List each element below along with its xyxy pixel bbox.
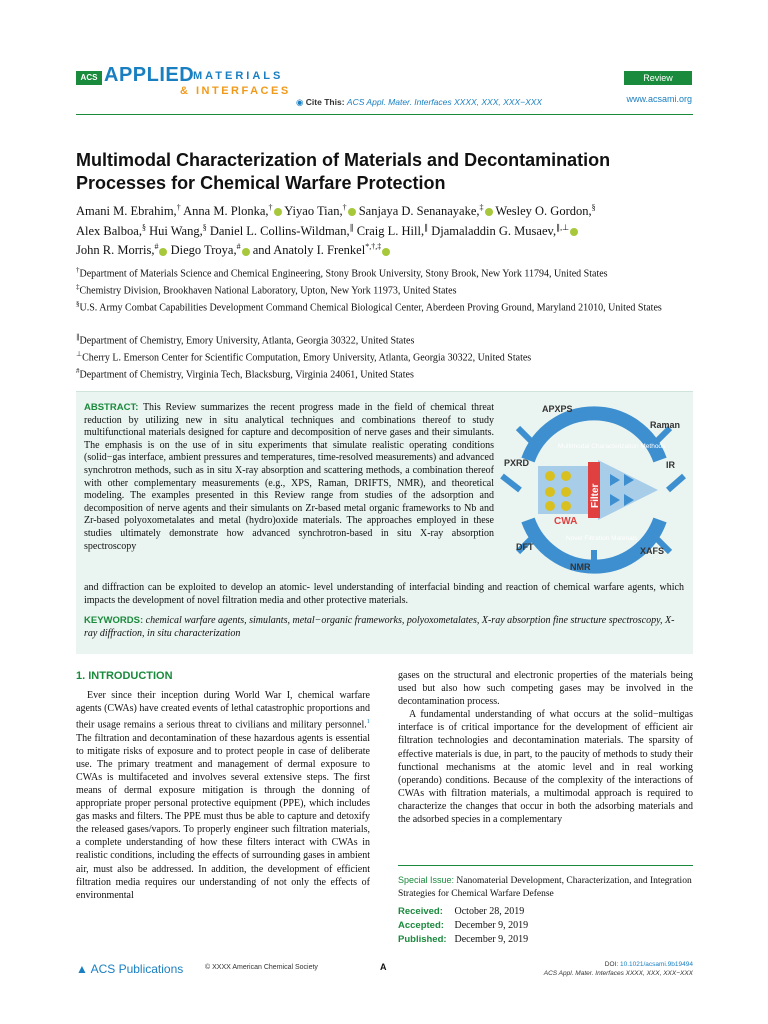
author[interactable]: Sanjaya D. Senanayake, xyxy=(358,204,480,219)
affiliation xyxy=(76,264,696,280)
label-dft: DFT xyxy=(516,542,534,552)
acs-triangle-icon: ▲ xyxy=(76,962,88,976)
affiliation-marker: † xyxy=(76,266,80,274)
affiliation-marker: § xyxy=(76,300,80,308)
journal-logo-interfaces: & INTERFACES xyxy=(180,85,291,97)
abstract-label: ABSTRACT: xyxy=(84,402,139,413)
affiliation-marker: # xyxy=(76,367,80,375)
author[interactable]: Hui Wang, xyxy=(149,223,203,238)
affiliation-text: Department of Chemistry, Virginia Tech, Blacksburg, Virginia 24061, United States xyxy=(79,369,414,381)
header-divider xyxy=(76,114,693,115)
paragraph-text: Ever since their inception during World War I, chemical warfare agents (CWAs) have created events of lethal catastrophic proportions and their usage remains a serious threat to civilians and military personnel. xyxy=(76,690,370,731)
affiliation-text: Chemistry Division, Brookhaven National Laboratory, Upton, New York 11973, United States xyxy=(79,285,457,297)
author-affil-sup: ∥,⊥ xyxy=(556,222,570,232)
affiliation-marker: ‡ xyxy=(76,283,80,291)
affiliation-text: Department of Chemistry, Emory University, Atlanta, Georgia 30322, United States xyxy=(79,335,415,347)
author-affil-sup: # xyxy=(154,242,159,252)
author[interactable]: and Anatoly I. Frenkel xyxy=(252,243,366,258)
arrow-ir xyxy=(668,476,684,490)
abstract-text xyxy=(84,402,494,553)
label-xafs: XAFS xyxy=(640,546,665,556)
journal-logo-applied: APPLIED xyxy=(104,64,195,86)
special-issue-text: Nanomaterial Development, Characterization, and Integration Strategies for Chemical Warfare Defense xyxy=(398,876,692,899)
received-date: October 28, 2019 xyxy=(454,906,525,917)
author[interactable]: Djamaladdin G. Musaev, xyxy=(431,223,557,238)
accepted-date: December 9, 2019 xyxy=(454,920,529,931)
author-affil-sup: § xyxy=(591,203,596,212)
page-number: A xyxy=(380,962,387,972)
orcid-icon[interactable] xyxy=(159,248,167,256)
keywords-label: KEYWORDS: xyxy=(84,615,144,626)
author-list xyxy=(76,200,696,259)
citation-sup[interactable]: 1 xyxy=(366,718,370,726)
acs-logo-badge: ACS xyxy=(76,71,102,85)
affiliation-marker: ⊥ xyxy=(76,350,83,358)
label-nmr: NMR xyxy=(570,562,591,572)
author-affil-sup: ∥ xyxy=(424,222,429,232)
author[interactable]: Diego Troya, xyxy=(170,243,237,258)
flow-arrowhead xyxy=(598,460,658,520)
journal-reference: ACS Appl. Mater. Interfaces XXXX, XXX, XXX−XXX xyxy=(543,970,693,977)
article-title: Multimodal Characterization of Materials and Decontamination Processes for Chemical Warfare Protection xyxy=(76,150,611,193)
body-right-column xyxy=(398,669,693,826)
author[interactable]: Anna M. Plonka, xyxy=(183,204,269,219)
paragraph xyxy=(76,689,370,902)
article-type-badge: Review xyxy=(624,71,692,85)
author[interactable]: Alex Balboa, xyxy=(76,223,142,238)
copyright: © XXXX American Chemical Society xyxy=(205,964,318,971)
top-arc xyxy=(528,413,660,460)
affiliation-marker: ∥ xyxy=(76,333,80,341)
author[interactable]: Wesley O. Gordon, xyxy=(495,204,592,219)
label-top-arc: Multimodal Characterization Methods xyxy=(558,443,666,450)
orcid-icon[interactable] xyxy=(382,248,390,256)
author-affil-sup: † xyxy=(268,203,273,212)
orcid-icon[interactable] xyxy=(570,228,578,236)
author-affil-sup: # xyxy=(236,242,241,252)
affiliation xyxy=(76,365,696,381)
arrow-pxrd xyxy=(502,476,520,490)
author[interactable]: Craig L. Hill, xyxy=(356,223,425,238)
label-filter: Filter xyxy=(590,483,601,508)
article-dates xyxy=(398,905,528,947)
cwa-molecule xyxy=(545,487,555,497)
affiliation-text: U.S. Army Combat Capabilities Development Command Chemical Biological Center, Aberdeen Proving Ground, Maryland 21010, United States xyxy=(79,302,662,314)
received-label: Received: xyxy=(398,906,443,917)
paragraph: gases on the structural and electronic properties of the materials being used but also how such competing gases may be involved in the decontamination process. xyxy=(398,670,693,708)
author-affil-sup: † xyxy=(342,203,347,212)
published-date: December 9, 2019 xyxy=(454,934,529,945)
label-bottom-arc: Novel Filtration Materials xyxy=(566,535,638,542)
orcid-icon[interactable] xyxy=(242,248,250,256)
affiliation xyxy=(76,331,696,347)
orcid-icon[interactable] xyxy=(485,208,493,216)
publisher-logo xyxy=(76,962,183,976)
doi-label: DOI: xyxy=(604,961,619,968)
label-pxrd: PXRD xyxy=(504,458,530,468)
toc-graphic xyxy=(498,400,690,578)
author-affil-sup: § xyxy=(202,222,207,232)
paragraph: A fundamental understanding of what occurs at the solid−multigas interface is of critical importance for the development of efficient air filtration technologies and decontamination materials. The sparsity of effective materials is due, in part, to the paucity of methods to study their functional mechanisms at the atomic level and in real working (operando) conditions. Because of the complexity of the interactions of CWAs with filtration materials, a multimodal approach is required to characterize the changes that occur in both the adsorbing materials and the adsorbed species in a complementary xyxy=(398,709,693,826)
author-affil-sup: *,†,‡ xyxy=(365,242,382,252)
affiliation xyxy=(76,281,696,297)
affiliation xyxy=(76,298,696,314)
author[interactable]: John R. Morris, xyxy=(76,243,155,258)
paragraph-text: The filtration and decontamination of these hazardous agents is essential to mitigate risks of exposure and to protect people in case of deliberate use. The primary treatment and management of dermal exposure to CWAs is multifaceted and involves several extensive steps. The first means of dermal exposure mitigation is through the donning of appropriate proper personal protective equipment (PPE), which includes gas masks and filters. The PPE must thus be able to capture and detoxify the released gases/vapors. To properly engineer such filtration materials, a complete understanding of how these filters interact with CWAs in realistic conditions, including the effects of surrounding gases in ambient air, must also be addressed. In addition, the development of efficient filtration media requires our understanding of not only the effects of environmental xyxy=(76,732,370,901)
label-apxps: APXPS xyxy=(542,404,573,414)
author[interactable]: Yiyao Tian, xyxy=(284,204,343,219)
cite-this[interactable] xyxy=(296,97,542,108)
journal-logo-materials: MATERIALS xyxy=(193,70,284,82)
orcid-icon[interactable] xyxy=(348,208,356,216)
cite-label: Cite This: xyxy=(305,97,345,107)
abstract-text-continued: and diffraction can be exploited to develop an atomic- level understanding of interfacial binding and reaction of chemical warfare agents, which impacts the development of novel filtration media and other protective materials. xyxy=(84,582,684,606)
cwa-molecule xyxy=(545,501,555,511)
author[interactable]: Daniel L. Collins-Wildman, xyxy=(209,223,350,238)
cwa-molecule xyxy=(561,471,571,481)
body-left-column xyxy=(76,689,370,902)
author-affil-sup: † xyxy=(176,203,181,212)
author-affil-sup: ∥ xyxy=(349,222,354,232)
publisher-name: ACS Publications xyxy=(90,962,184,976)
published-label: Published: xyxy=(398,934,447,945)
affiliation xyxy=(76,348,696,364)
doi-link[interactable]: 10.1021/acsami.9b19494 xyxy=(619,961,693,968)
cite-reference[interactable]: ACS Appl. Mater. Interfaces XXXX, XXX, XXX−XXX xyxy=(346,97,543,107)
author[interactable]: Amani M. Ebrahim, xyxy=(76,204,177,219)
author-affil-sup: ‡ xyxy=(479,203,484,212)
special-issue-note xyxy=(398,865,693,900)
keywords xyxy=(84,615,684,640)
journal-website-link[interactable]: www.acsami.org xyxy=(626,94,692,104)
accepted-label: Accepted: xyxy=(398,920,444,931)
cwa-molecule xyxy=(545,471,555,481)
keywords-text: chemical warfare agents, simulants, metal−organic frameworks, polyoxometalates, X-ray absorption fine structure spectroscopy, X-ray diffraction, in situ characterization xyxy=(84,615,675,639)
label-raman: Raman xyxy=(650,420,681,430)
cwa-molecule xyxy=(561,501,571,511)
cwa-molecule xyxy=(561,487,571,497)
affiliation-text: Cherry L. Emerson Center for Scientific Computation, Emory University, Atlanta, Georgia 30322, United States xyxy=(82,352,532,364)
cite-icon: ◉ xyxy=(296,97,304,107)
author-affil-sup: § xyxy=(141,222,146,232)
abstract-body: This Review summarizes the recent progress made in the field of chemical threat reduction by utilizing new in situ analytical techniques and combinations thereof to study multifunctional materials designed for capture and decomposition of nerve gases and their simulants. The emphasis is on the use of in situ experiments that simulate realistic operating conditions (solid−gas interface, ambient pressures and temperatures, time-resolved measurements) and advanced synchrotron methods, such as in situ X-ray absorption and scattering methods, a combination thereof with other complementary measurements (e.g., XPS, Raman, DRIFTS, NMR), and theoretical modeling. The examples presented in this Review range from studies of the adsorption and decomposition of nerve agents and their simulants on Zr-based metal organic frameworks to Nb and Zr-based polyoxometalates and metal (hydro)oxide materials. The approaches employed in these studies ultimately demonstrate how advanced synchrotron-based in situ X-ray absorption spectroscopy xyxy=(84,402,494,552)
label-ir: IR xyxy=(666,460,675,470)
affiliation-text: Department of Materials Science and Chemical Engineering, Stony Brook University, Stony Brook, New York 11794, United States xyxy=(79,268,608,280)
special-issue-label: Special Issue: xyxy=(398,875,455,885)
label-cwa: CWA xyxy=(554,516,578,527)
section-heading: 1. INTRODUCTION xyxy=(76,670,173,682)
footer-doi xyxy=(500,960,693,978)
orcid-icon[interactable] xyxy=(274,208,282,216)
